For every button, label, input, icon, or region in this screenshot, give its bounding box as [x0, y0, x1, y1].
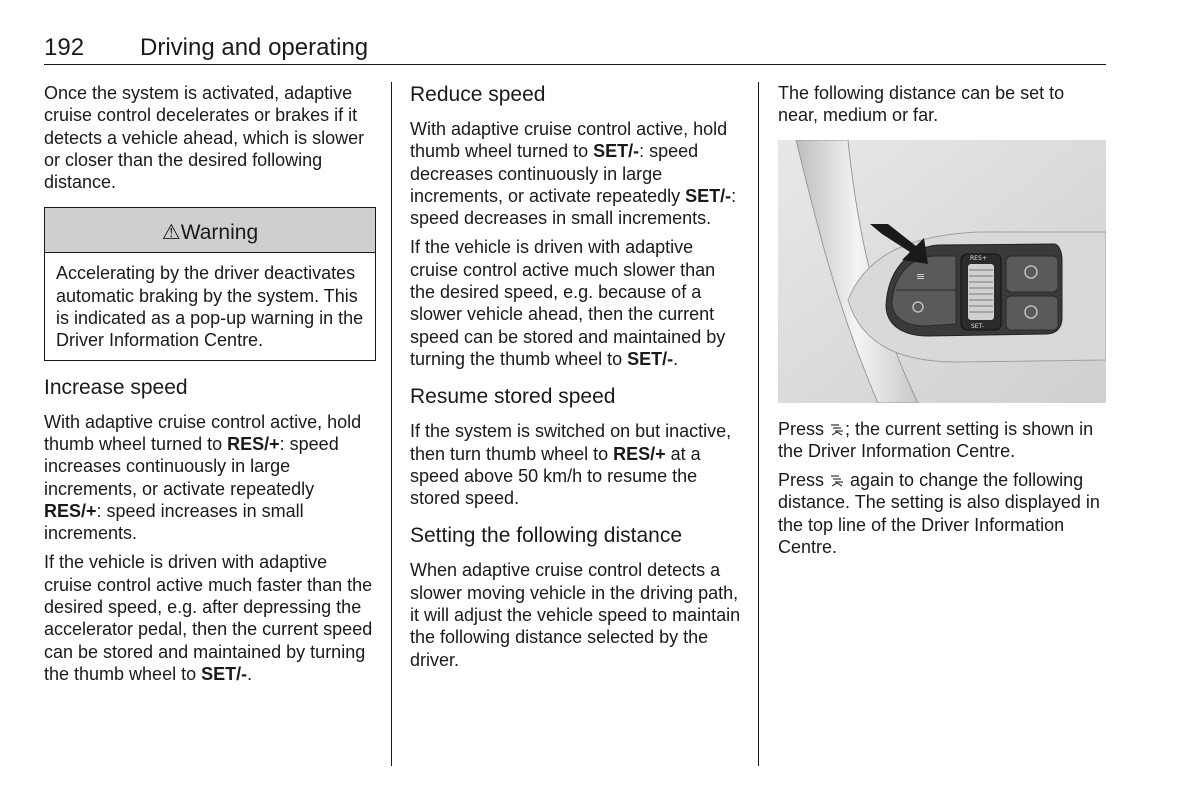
slower-paragraph: If the vehicle is driven with adaptive cruise control active much slower than the desired speed, e.g. because of a slower vehicle ahead, then the current speed can be stored and maintained by turning the thumb wheel to SET/-.	[410, 237, 726, 369]
column-1	[44, 82, 376, 692]
res-label: RES+	[970, 254, 987, 262]
reduce-speed-heading: Reduce speed	[410, 83, 546, 106]
page-number: 192	[44, 34, 85, 61]
warning-triangle-icon: ⚠	[161, 221, 181, 245]
resume-speed-heading: Resume stored speed	[410, 385, 616, 409]
press-paragraph-1: Press ; the current setting is shown in the Driver Information Centre.	[778, 418, 1094, 461]
page-header	[44, 32, 1106, 65]
increase-speed-heading: Increase speed	[44, 375, 188, 399]
warning-box	[44, 207, 376, 360]
steering-wheel-controls-image	[778, 140, 1106, 403]
press-paragraph-2: Press again to change the following distance. The setting is also displayed in the top line of the Driver Information Centre.	[778, 470, 1100, 558]
svg-text:≡: ≡	[916, 269, 926, 283]
column-divider	[391, 82, 392, 766]
column-3	[778, 82, 1108, 565]
reduce-speed-paragraph: With adaptive cruise control active, hold thumb wheel turned to SET/-: speed decreases continuously in large increments, or activate repeatedly SET/-: speed decreases in small increments.	[410, 119, 737, 229]
resume-paragraph: If the system is switched on but inactive, then turn thumb wheel to RES/+ at a speed above 50 km/h to resume the stored speed.	[410, 421, 732, 509]
following-distance-icon	[829, 419, 845, 439]
distance-heading: Setting the following distance	[410, 524, 683, 548]
set-label: SET-	[971, 322, 984, 330]
page-title: Driving and operating	[140, 34, 369, 61]
warning-text: Accelerating by the driver deactivates automatic braking by the system. This is indicated as a pop-up warning in the Driver Information Centre.	[56, 263, 364, 351]
following-distance-icon	[829, 470, 845, 490]
column-2	[410, 82, 742, 678]
warning-header	[45, 208, 375, 253]
distance-intro: The following distance can be set to near, medium or far.	[778, 83, 1065, 126]
distance-paragraph: When adaptive cruise control detects a slower moving vehicle in the driving path, it will adjust the vehicle speed to maintain the following distance selected by the driver.	[410, 560, 741, 670]
increase-speed-paragraph: With adaptive cruise control active, hold thumb wheel turned to RES/+: speed increases continuously in large increments, or activate repeatedly RES/+: speed increases in small increments.	[44, 411, 362, 544]
column-divider	[758, 82, 759, 766]
intro-paragraph: Once the system is activated, adaptive cruise control decelerates or brakes if it detects a vehicle ahead, which is slower or closer than the desired following distance.	[44, 83, 365, 193]
warning-title: Warning	[180, 221, 259, 245]
faster-paragraph: If the vehicle is driven with adaptive cruise control active much faster than the desired speed, e.g. after depressing the accelerator pedal, then the current speed can be stored and maintained by turning the thumb wheel to SET/-.	[44, 552, 373, 684]
